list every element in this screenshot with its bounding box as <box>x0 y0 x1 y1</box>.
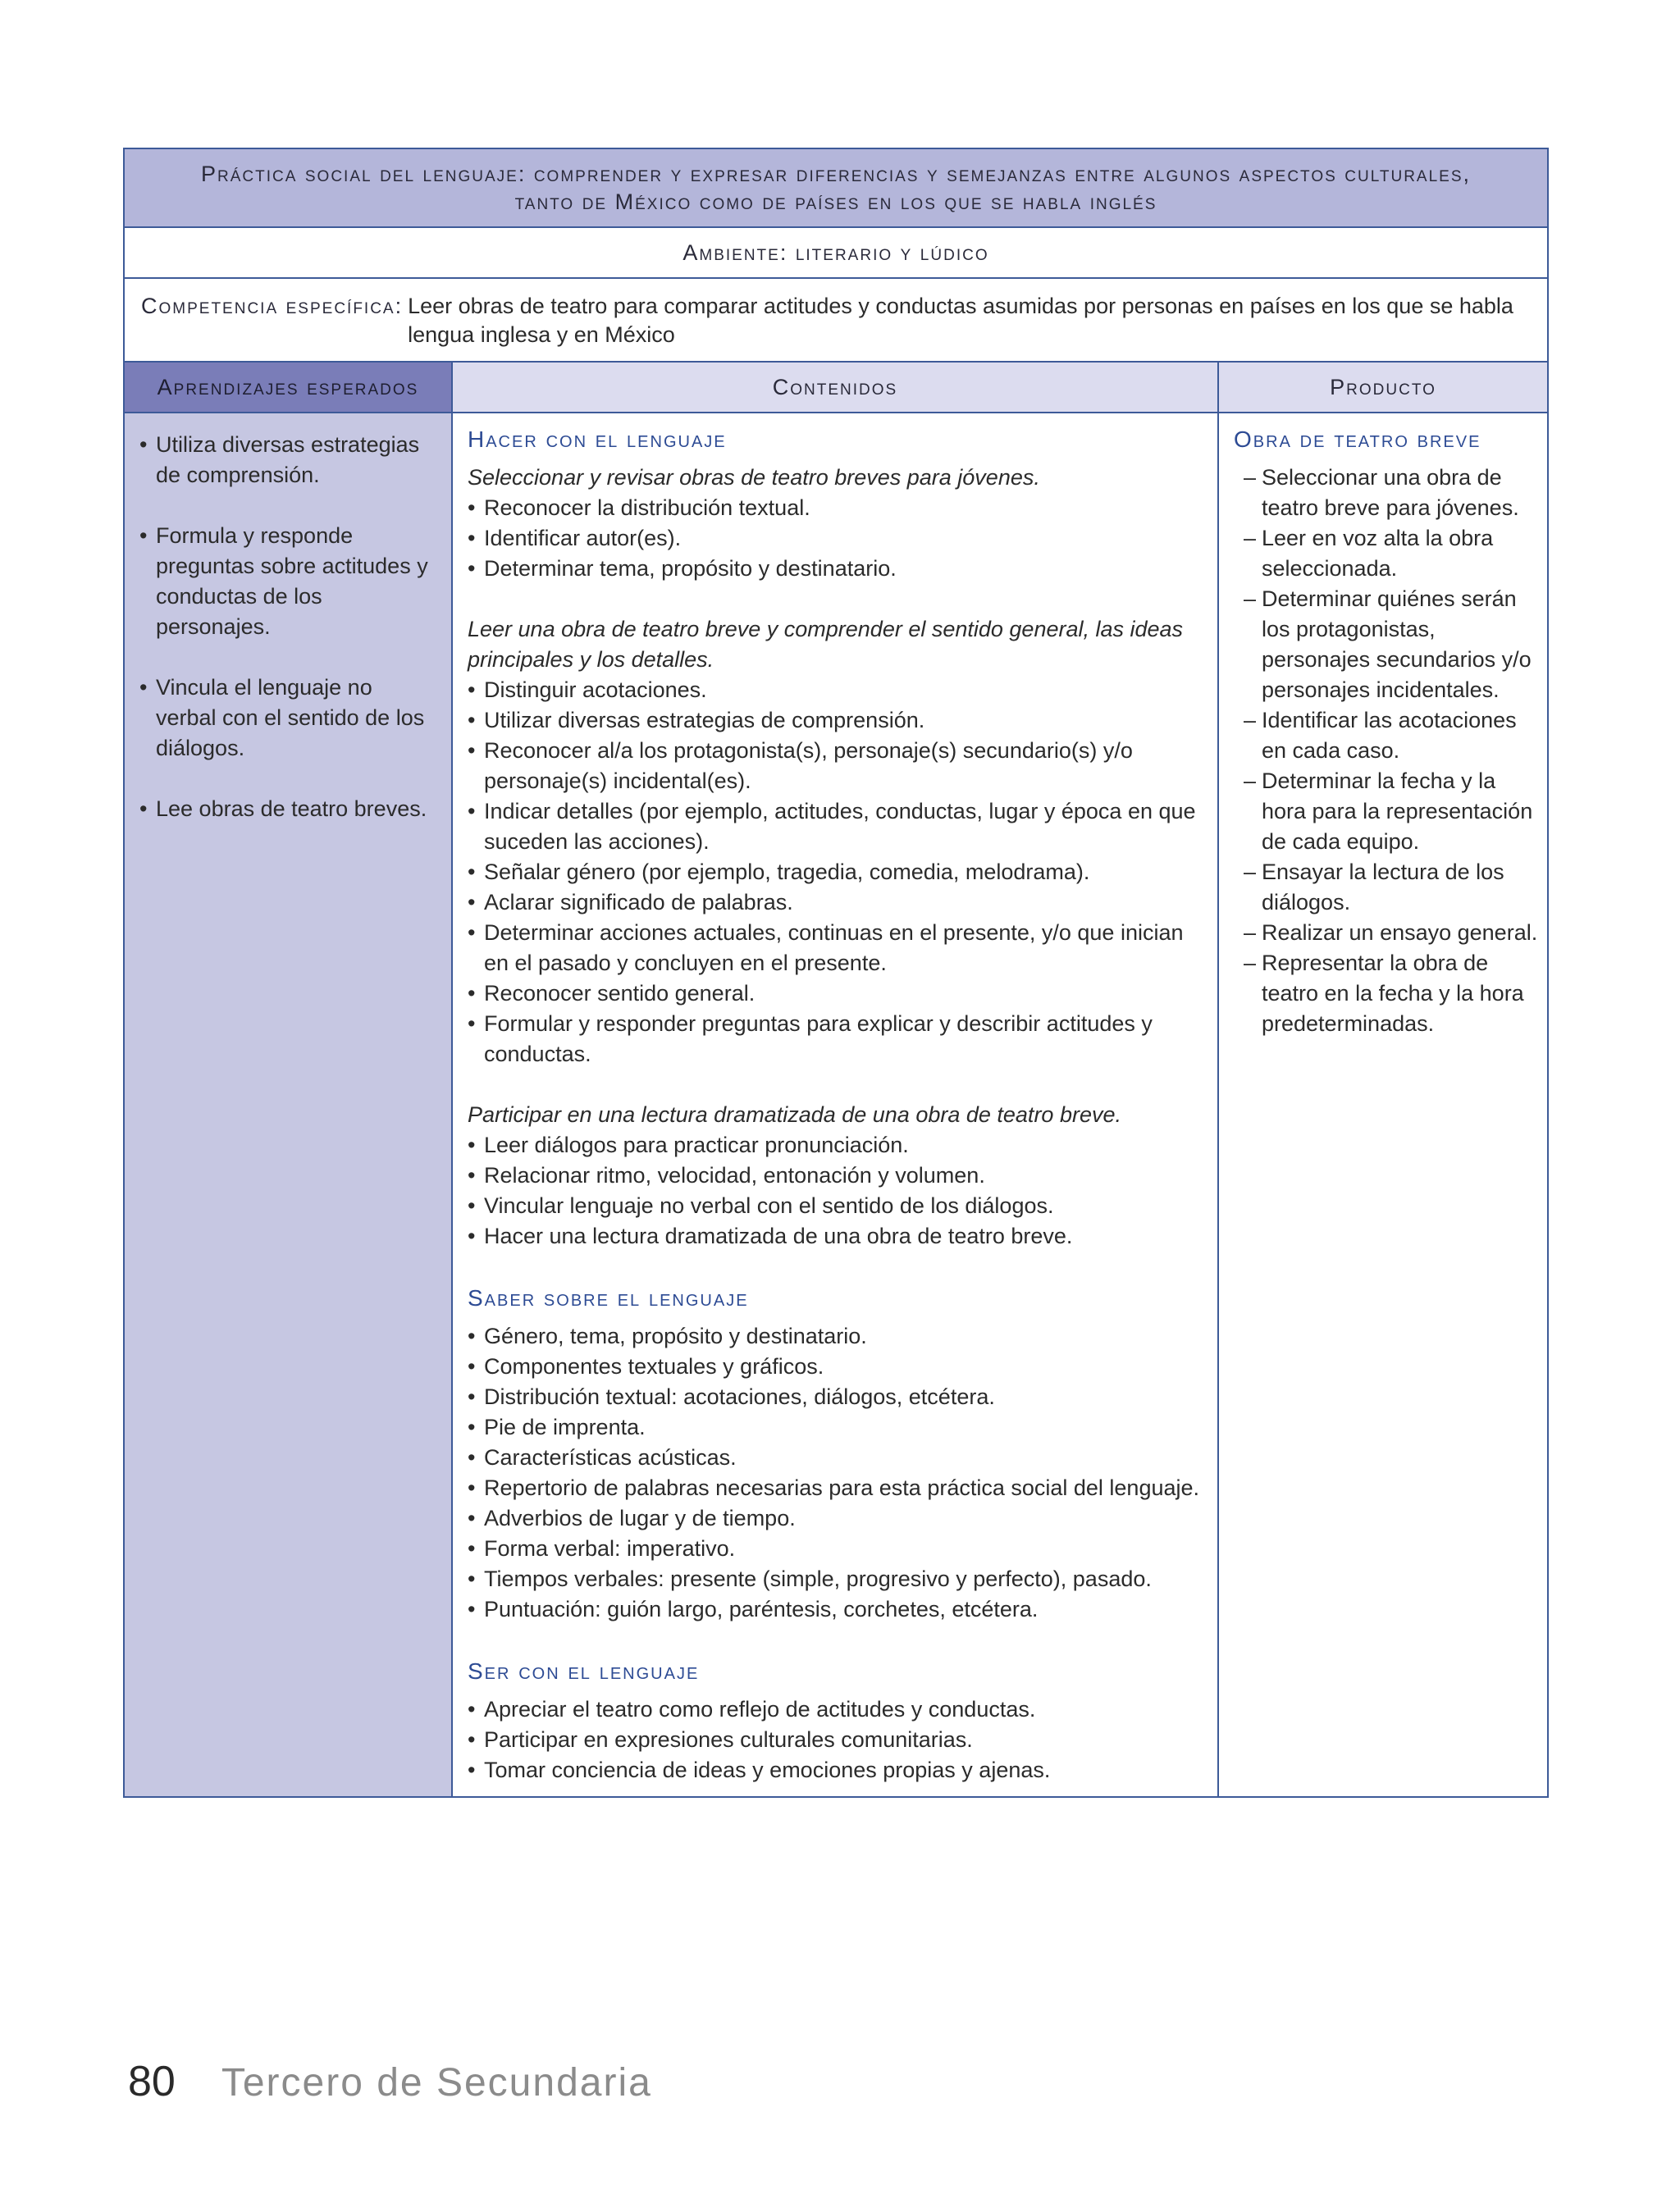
header-aprendizajes: Aprendizajes esperados <box>125 363 453 412</box>
list-item: – Realizar un ensayo general. <box>1244 918 1539 948</box>
list-item: – Identificar las acotaciones en cada caso. <box>1244 705 1539 766</box>
list-item: • Determinar tema, propósito y destinatario. <box>468 554 1206 584</box>
list-item: • Tiempos verbales: presente (simple, progresivo y perfecto), pasado. <box>468 1564 1206 1594</box>
list-item: • Hacer una lectura dramatizada de una obra de teatro breve. <box>468 1221 1206 1252</box>
group-subtitle: Seleccionar y revisar obras de teatro breves para jóvenes. <box>468 465 1040 490</box>
list-item: • Identificar autor(es). <box>468 523 1206 554</box>
section-title-producto: Obra de teatro breve <box>1234 426 1481 452</box>
list-item: • Género, tema, propósito y destinatario. <box>468 1321 1206 1352</box>
list-item: • Distribución textual: acotaciones, diálogos, etcétera. <box>468 1382 1206 1412</box>
list-item: • Forma verbal: imperativo. <box>468 1534 1206 1564</box>
list-item: • Distinguir acotaciones. <box>468 675 1206 705</box>
table-body <box>125 413 1547 1796</box>
section-title-hacer: Hacer con el lenguaje <box>468 426 727 452</box>
curriculum-table <box>123 148 1549 1798</box>
section-title-ser: Ser con el lenguaje <box>468 1658 700 1684</box>
page-footer <box>128 2057 652 2106</box>
content-group <box>468 1321 1206 1625</box>
list-item: • Relacionar ritmo, velocidad, entonación y volumen. <box>468 1161 1206 1191</box>
list-item: • Reconocer al/a los protagonista(s), personaje(s) secundario(s) y/o personaje(s) incidental(es). <box>468 736 1206 796</box>
content-group <box>468 614 1206 1070</box>
list-item: • Puntuación: guión largo, paréntesis, corchetes, etcétera. <box>468 1594 1206 1625</box>
producto-column <box>1219 413 1547 1796</box>
list-item: – Determinar quiénes serán los protagonistas, personajes secundarios y/o personajes incidentales. <box>1244 584 1539 705</box>
list-item: • Leer diálogos para practicar pronunciación. <box>468 1130 1206 1161</box>
list-item: • Vincular lenguaje no verbal con el sentido de los diálogos. <box>468 1191 1206 1221</box>
aprendizajes-column <box>125 413 453 1796</box>
group-subtitle: Participar en una lectura dramatizada de una obra de teatro breve. <box>468 1102 1121 1127</box>
list-item: • Utiliza diversas estrategias de comprensión. <box>139 430 438 490</box>
list-item: • Indicar detalles (por ejemplo, actitudes, conductas, lugar y época en que suceden las acciones). <box>468 796 1206 857</box>
list-item: – Seleccionar una obra de teatro breve para jóvenes. <box>1244 463 1539 523</box>
aprendizajes-list <box>139 430 438 824</box>
practica-line-1: Práctica social del lenguaje: comprender y expresar diferencias y semejanzas entre algunos aspectos culturales, <box>200 162 1472 186</box>
list-item: • Utilizar diversas estrategias de comprensión. <box>468 705 1206 736</box>
header-contenidos: Contenidos <box>453 363 1219 412</box>
ambiente-label: Ambiente: literario y lúdico <box>682 239 989 265</box>
contenidos-column <box>453 413 1219 1796</box>
list-item: • Adverbios de lugar y de tiempo. <box>468 1503 1206 1534</box>
page-number: 80 <box>128 2058 176 2105</box>
content-group <box>468 1100 1206 1252</box>
competencia-text: Leer obras de teatro para comparar actitudes y conductas asumidas por personas en países en los que se habla lengua inglesa y en México <box>408 294 1513 347</box>
list-item: • Componentes textuales y gráficos. <box>468 1352 1206 1382</box>
list-item: • Formula y responde preguntas sobre actitudes y conductas de los personajes. <box>139 521 438 642</box>
list-item: • Aclarar significado de palabras. <box>468 887 1206 918</box>
list-item: • Reconocer la distribución textual. <box>468 493 1206 523</box>
content-group <box>468 463 1206 584</box>
producto-list <box>1234 463 1539 1039</box>
list-item: • Lee obras de teatro breves. <box>139 794 438 824</box>
list-item: – Ensayar la lectura de los diálogos. <box>1244 857 1539 918</box>
list-item: • Pie de imprenta. <box>468 1412 1206 1443</box>
list-item: – Representar la obra de teatro en la fecha y la hora predeterminadas. <box>1244 948 1539 1039</box>
list-item: • Reconocer sentido general. <box>468 978 1206 1009</box>
list-item: • Señalar género (por ejemplo, tragedia, comedia, melodrama). <box>468 857 1206 887</box>
practica-header <box>125 149 1547 228</box>
list-item: • Formular y responder preguntas para explicar y describir actitudes y conductas. <box>468 1009 1206 1070</box>
column-headers <box>125 363 1547 413</box>
group-subtitle: Leer una obra de teatro breve y comprender el sentido general, las ideas principales y los detalles. <box>468 617 1184 672</box>
list-item: • Determinar acciones actuales, continuas en el presente, y/o que inician en el pasado y concluyen en el presente. <box>468 918 1206 978</box>
footer-title: Tercero de Secundaria <box>221 2061 652 2105</box>
list-item: • Apreciar el teatro como reflejo de actitudes y conductas. <box>468 1694 1206 1725</box>
list-item: – Leer en voz alta la obra seleccionada. <box>1244 523 1539 584</box>
competencia-label: Competencia específica: <box>141 294 404 318</box>
list-item: • Características acústicas. <box>468 1443 1206 1473</box>
list-item: • Tomar conciencia de ideas y emociones propias y ajenas. <box>468 1755 1206 1786</box>
list-item: • Vincula el lenguaje no verbal con el sentido de los diálogos. <box>139 673 438 764</box>
list-item: • Repertorio de palabras necesarias para esta práctica social del lenguaje. <box>468 1473 1206 1503</box>
competencia-row <box>125 279 1547 363</box>
list-item: – Determinar la fecha y la hora para la representación de cada equipo. <box>1244 766 1539 857</box>
ambiente-row <box>125 228 1547 279</box>
header-producto: Producto <box>1219 363 1547 412</box>
list-item: • Participar en expresiones culturales comunitarias. <box>468 1725 1206 1755</box>
practica-line-2: tanto de México como de países en los que se habla inglés <box>514 189 1157 214</box>
section-title-saber: Saber sobre el lenguaje <box>468 1285 749 1311</box>
